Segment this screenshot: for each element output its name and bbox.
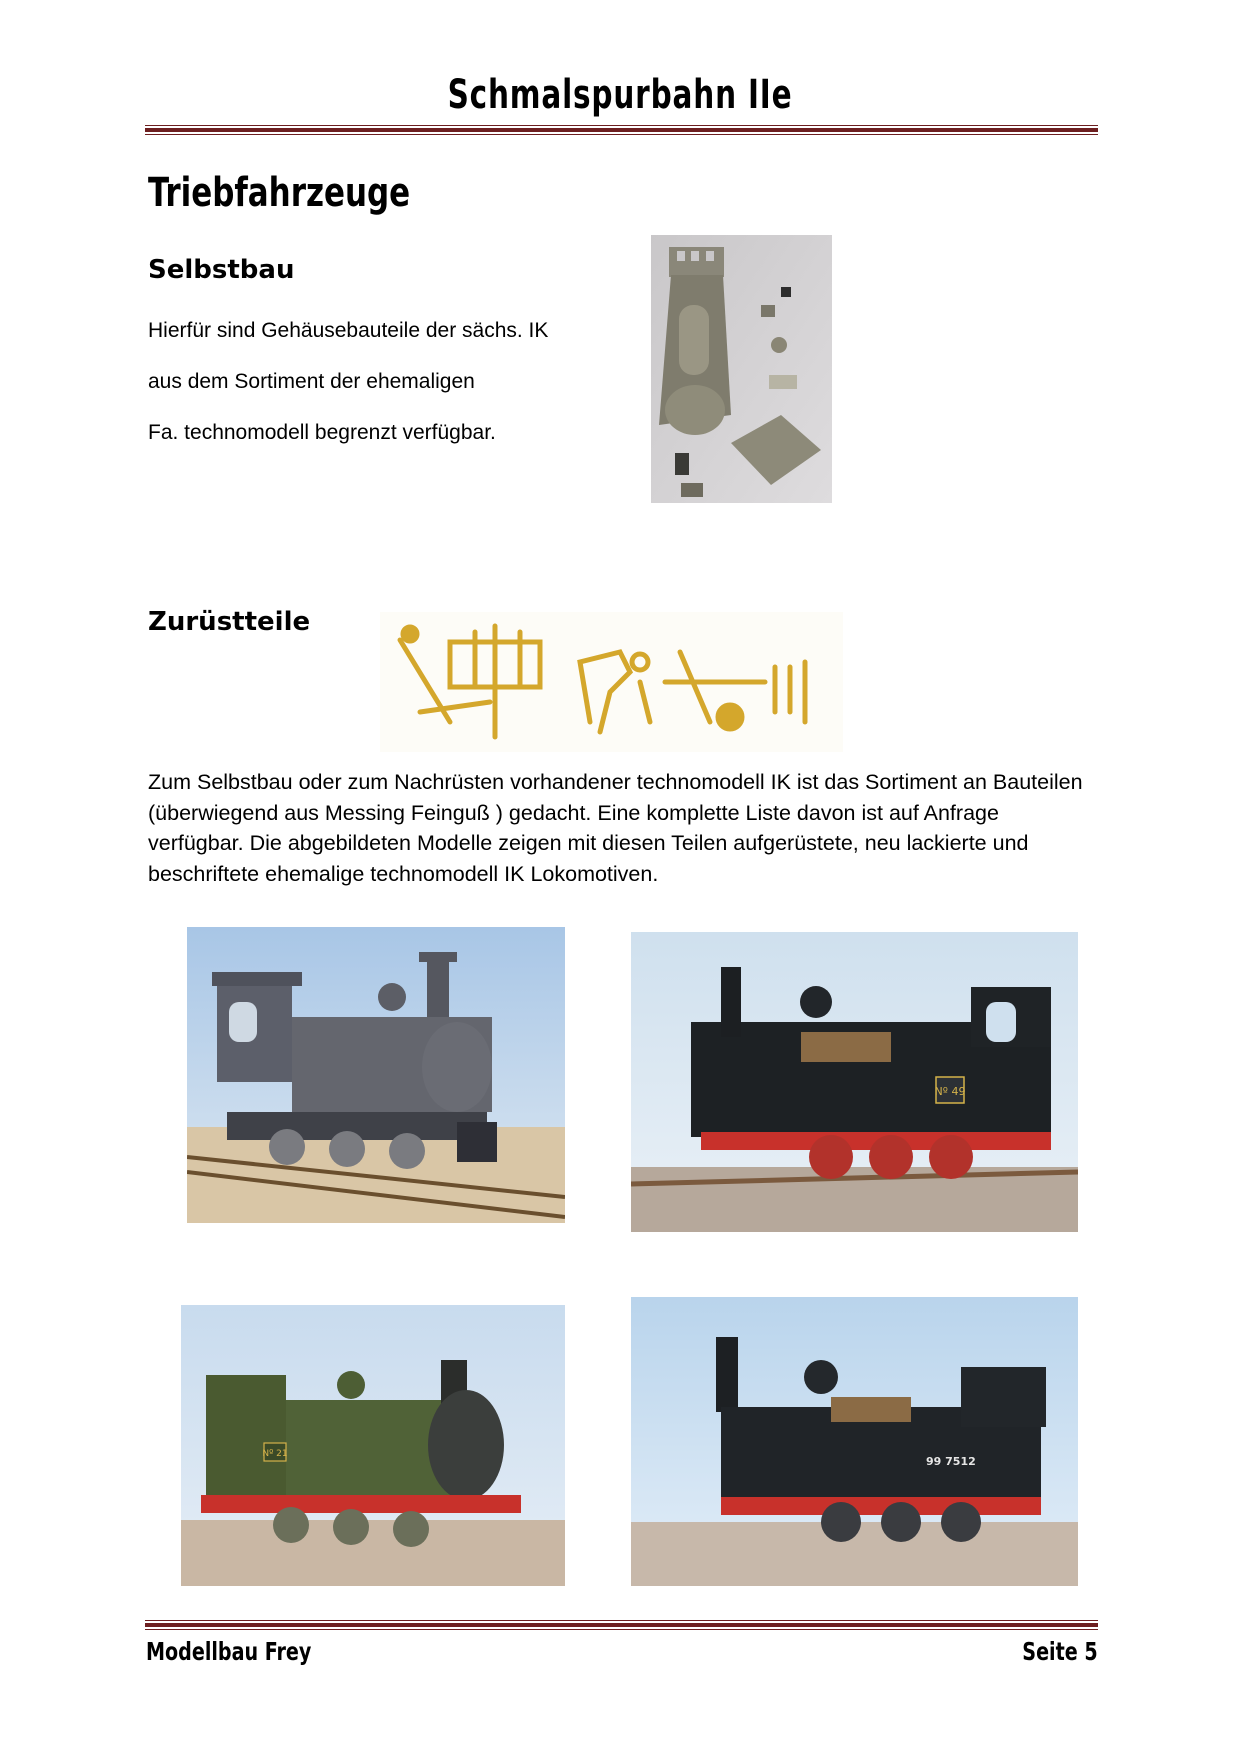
page-title: Schmalspurbahn IIe xyxy=(447,72,793,118)
footer-rule-thin xyxy=(145,1620,1098,1621)
kit-parts-photo xyxy=(651,235,832,503)
brass-parts-photo xyxy=(380,612,843,752)
header-rule-thin-lower xyxy=(145,134,1098,135)
header-rule xyxy=(145,128,1098,132)
plate-green: Nº 21 xyxy=(262,1449,288,1459)
selbstbau-line-3: Fa. technomodell begrenzt verfügbar. xyxy=(148,421,496,444)
page-number: Seite 5 xyxy=(1022,1637,1098,1666)
footer-rule-thin-lower xyxy=(145,1629,1098,1630)
selbstbau-line-2: aus dem Sortiment der ehemaligen xyxy=(148,370,475,393)
zuruestteile-heading: Zurüstteile xyxy=(148,607,311,637)
footer-rule xyxy=(145,1623,1098,1627)
zuruestteile-paragraph: Zum Selbstbau oder zum Nachrüsten vorhandener technomodell IK ist das Sortiment an Bauteilen (überwiegend aus Messing Feinguß ) gedacht. Eine komplette Liste davon ist auf Anfrage verfügbar. Die abgebildeten Modelle zeigen mit diesen Teilen aufgerüstete, neu lackierte und beschriftete ehemalige technomodell IK Lokomotiven. xyxy=(148,770,1083,886)
footer-company: Modellbau Frey xyxy=(146,1637,312,1666)
loco-number: 99 7512 xyxy=(926,1455,976,1468)
loco-photo-green xyxy=(181,1305,565,1586)
header-rule-thin xyxy=(145,125,1098,126)
selbstbau-line-1: Hierfür sind Gehäusebauteile der sächs. IK xyxy=(148,319,549,342)
section-title: Triebfahrzeuge xyxy=(148,170,411,216)
loco-photo-black-997512 xyxy=(631,1297,1078,1586)
plate-49: Nº 49 xyxy=(934,1085,966,1098)
loco-photo-black-49 xyxy=(631,932,1078,1232)
selbstbau-heading: Selbstbau xyxy=(148,255,295,285)
loco-photo-grey xyxy=(187,927,565,1223)
